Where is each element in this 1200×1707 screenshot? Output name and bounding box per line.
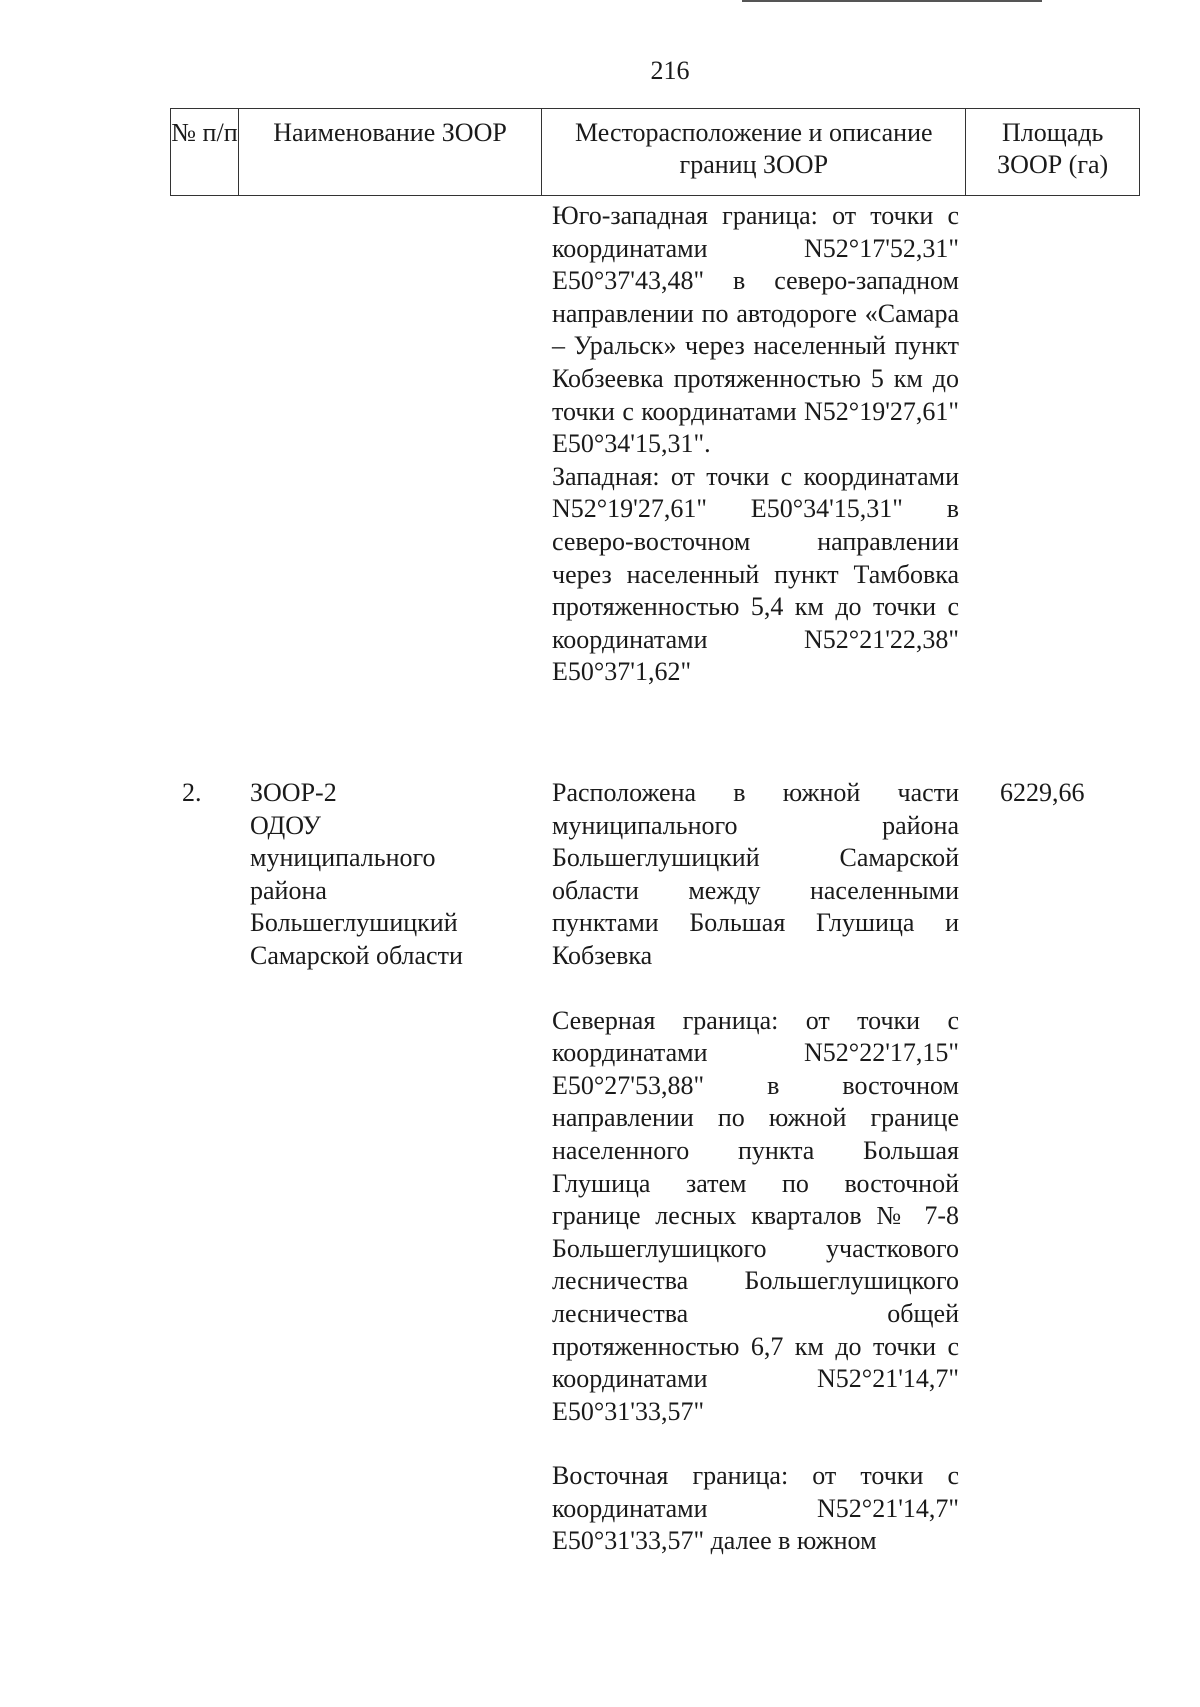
east-boundary-text: Восточная граница: от точки с координатами N52°21'14,7" E50°31'33,57" далее в южном: [552, 1461, 959, 1556]
southwest-boundary-text: Юго-западная граница: от точки с координатами N52°17'52,31" E50°37'43,48" в северо-западном направлении по автодороге «Самара – Уральск» через населенный пункт Кобзеевка протяженностью 5 км до точки с координатами N52°19'27,61" E50°34'15,31".: [552, 201, 959, 459]
row-number: 2.: [182, 778, 202, 807]
row-name-line: ОДОУ: [250, 810, 321, 840]
header-col-location: Месторасположение и описание границ ЗООР: [542, 109, 966, 195]
row-name-line: ЗООР-2: [250, 778, 337, 807]
row-description: [552, 777, 959, 1558]
row-name-line: муниципального: [250, 843, 436, 873]
paragraph-gap: [552, 1428, 959, 1460]
north-boundary-text: Северная граница: от точки с координатами N52°22'17,15" E50°27'53,88" в восточном направлении по южной границе населенного пункта Большая Глушица затем по восточной границе лесных кварталов № 7-8 Большеглушицкого участкового лесничества Большеглушицкого лесничества общей протяженностью 6,7 км до точки с координатами N52°21'14,7" E50°31'33,57": [552, 1005, 959, 1426]
continued-description: [552, 200, 959, 689]
table-header: [170, 108, 1140, 196]
location-text: Расположена в южной части муниципального района Большеглушицкий Самарской области между населенными пунктами Большая Глушица и Кобзевка: [552, 778, 959, 970]
row-name-line: района: [250, 875, 327, 905]
paragraph-gap: [552, 973, 959, 1005]
header-col-area: Площадь ЗООР (га): [997, 118, 1109, 179]
row-name: [250, 777, 500, 973]
page-number: 216: [650, 56, 690, 85]
top-rule: [742, 0, 1042, 2]
west-boundary-text: Западная: от точки с координатами N52°19'27,61" E50°34'15,31" в северо-восточном направлении через населенный пункт Тамбовка протяженностью 5,4 км до точки с координатами N52°21'22,38" E50°37'1,62": [552, 461, 959, 687]
row-name-line: Большеглушицкий: [250, 908, 458, 938]
header-col-name: Наименование ЗООР: [239, 109, 542, 195]
row-name-line: Самарской области: [250, 940, 463, 970]
row-area: 6229,66: [1000, 778, 1085, 807]
header-col-number: № п/п: [171, 109, 239, 195]
